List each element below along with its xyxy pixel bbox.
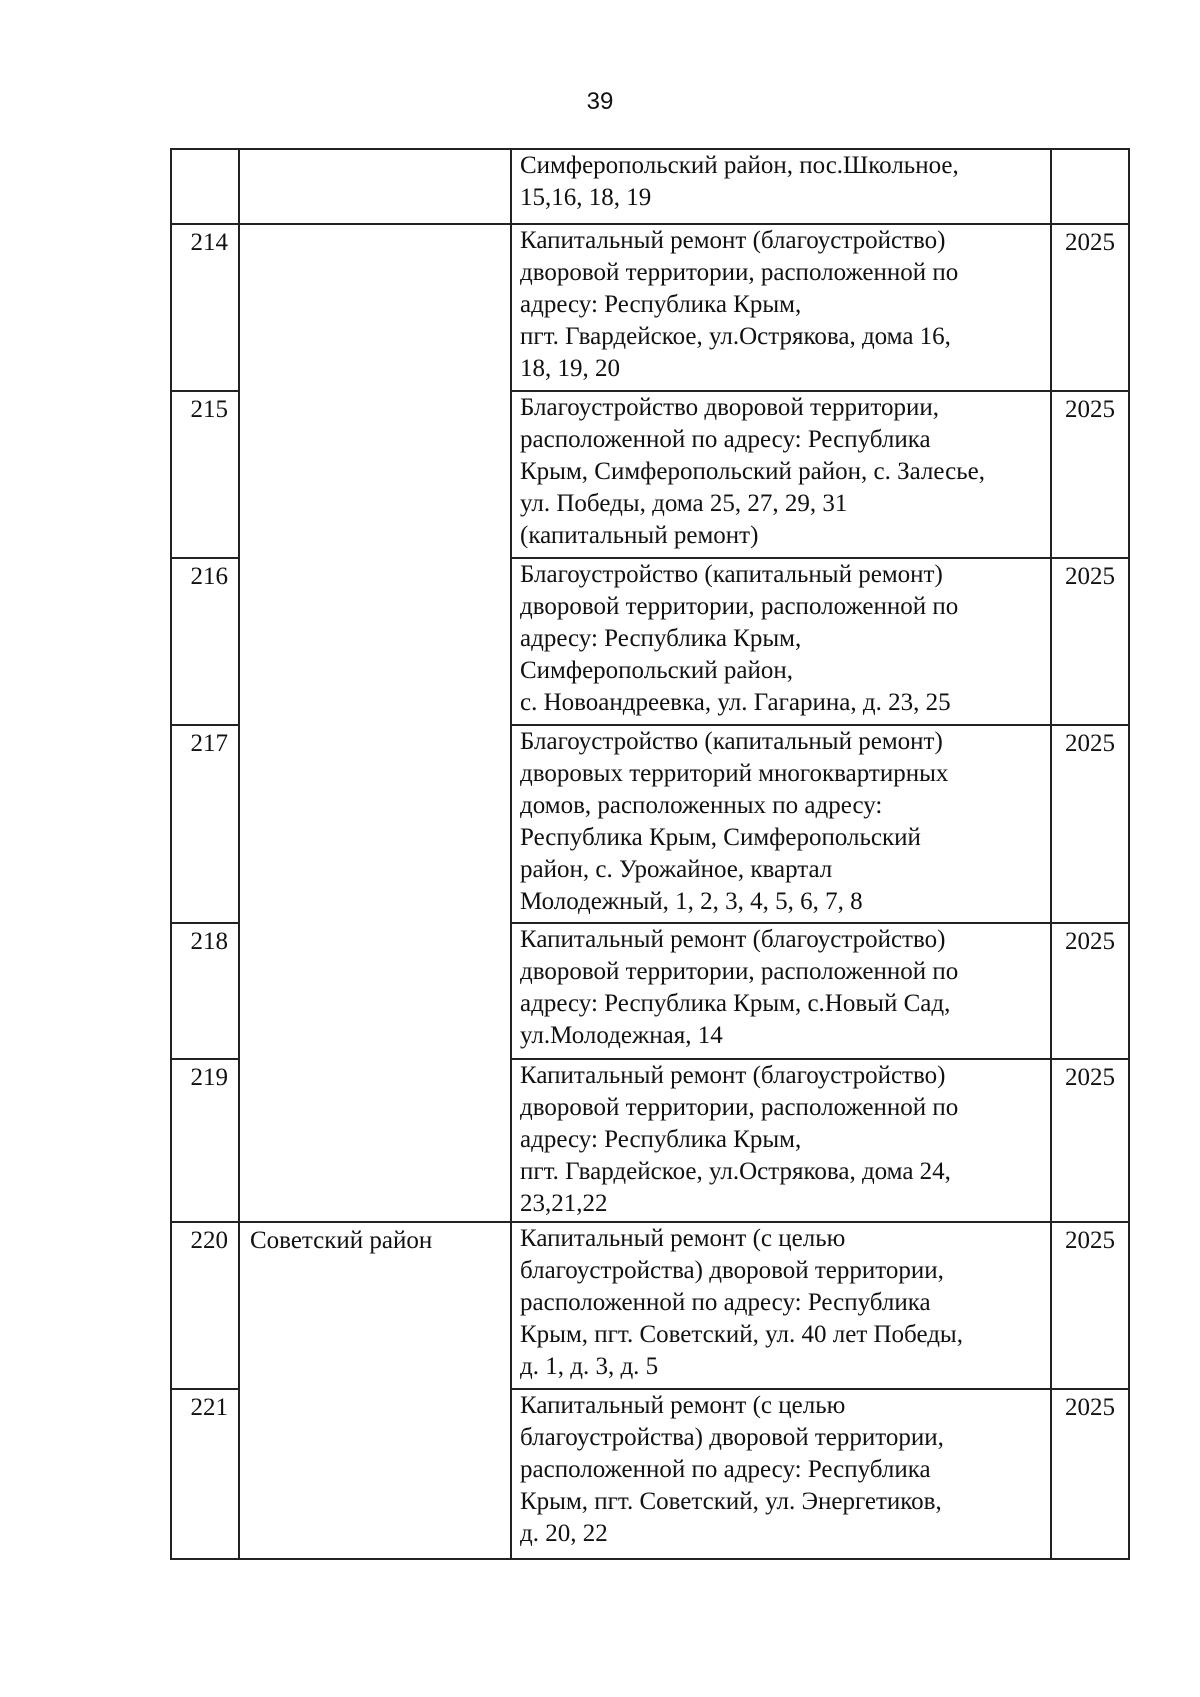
district-cell: [240, 150, 512, 225]
year-cell: 2025: [1052, 726, 1130, 924]
year-cell: 2025: [1052, 225, 1130, 392]
row-number-cell: 220: [172, 1223, 240, 1390]
year-cell: 2025: [1052, 1060, 1130, 1223]
description-cell: Капитальный ремонт (благоустройство) дворовой территории, расположенной по адресу: Республика Крым, пгт. Гвардейское, ул.Острякова, дома 16, 18, 19, 20: [512, 225, 1052, 392]
row-number-cell: 218: [172, 924, 240, 1060]
row-number-cell: 214: [172, 225, 240, 392]
row-number-cell: 221: [172, 1390, 240, 1560]
district-cell: [240, 225, 512, 1223]
description-cell: Капитальный ремонт (с целью благоустройства) дворовой территории, расположенной по адресу: Республика Крым, пгт. Советский, ул. 40 лет Победы, д. 1, д. 3, д. 5: [512, 1223, 1052, 1390]
district-cell: Советский район: [240, 1223, 512, 1560]
year-cell: 2025: [1052, 392, 1130, 559]
description-cell: Симферопольский район, пос.Школьное, 15,16, 18, 19: [512, 150, 1052, 225]
description-cell: Благоустройство дворовой территории, расположенной по адресу: Республика Крым, Симферопольский район, с. Залесье, ул. Победы, дома 25, 27, 29, 31 (капитальный ремонт): [512, 392, 1052, 559]
row-number-cell: 215: [172, 392, 240, 559]
description-cell: Капитальный ремонт (с целью благоустройства) дворовой территории, расположенной по адресу: Республика Крым, пгт. Советский, ул. Энергетиков, д. 20, 22: [512, 1390, 1052, 1560]
description-cell: Благоустройство (капитальный ремонт) дворовых территорий многоквартирных домов, расположенных по адресу: Республика Крым, Симферопольский район, с. Урожайное, квартал Молодежный, 1, 2, 3, 4, 5, 6, 7, 8: [512, 726, 1052, 924]
row-number-cell: 219: [172, 1060, 240, 1223]
year-cell: [1052, 150, 1130, 225]
description-cell: Капитальный ремонт (благоустройство) дворовой территории, расположенной по адресу: Республика Крым, с.Новый Сад, ул.Молодежная, 14: [512, 924, 1052, 1060]
page-number: 39: [586, 88, 614, 115]
description-cell: Благоустройство (капитальный ремонт) дворовой территории, расположенной по адресу: Республика Крым, Симферопольский район, с. Новоандреевка, ул. Гагарина, д. 23, 25: [512, 559, 1052, 726]
row-number-cell: [172, 150, 240, 225]
year-cell: 2025: [1052, 1390, 1130, 1560]
year-cell: 2025: [1052, 559, 1130, 726]
year-cell: 2025: [1052, 1223, 1130, 1390]
description-cell: Капитальный ремонт (благоустройство) дворовой территории, расположенной по адресу: Республика Крым, пгт. Гвардейское, ул.Острякова, дома 24, 23,21,22: [512, 1060, 1052, 1223]
year-cell: 2025: [1052, 924, 1130, 1060]
row-number-cell: 216: [172, 559, 240, 726]
row-number-cell: 217: [172, 726, 240, 924]
program-table: [170, 148, 1130, 1560]
